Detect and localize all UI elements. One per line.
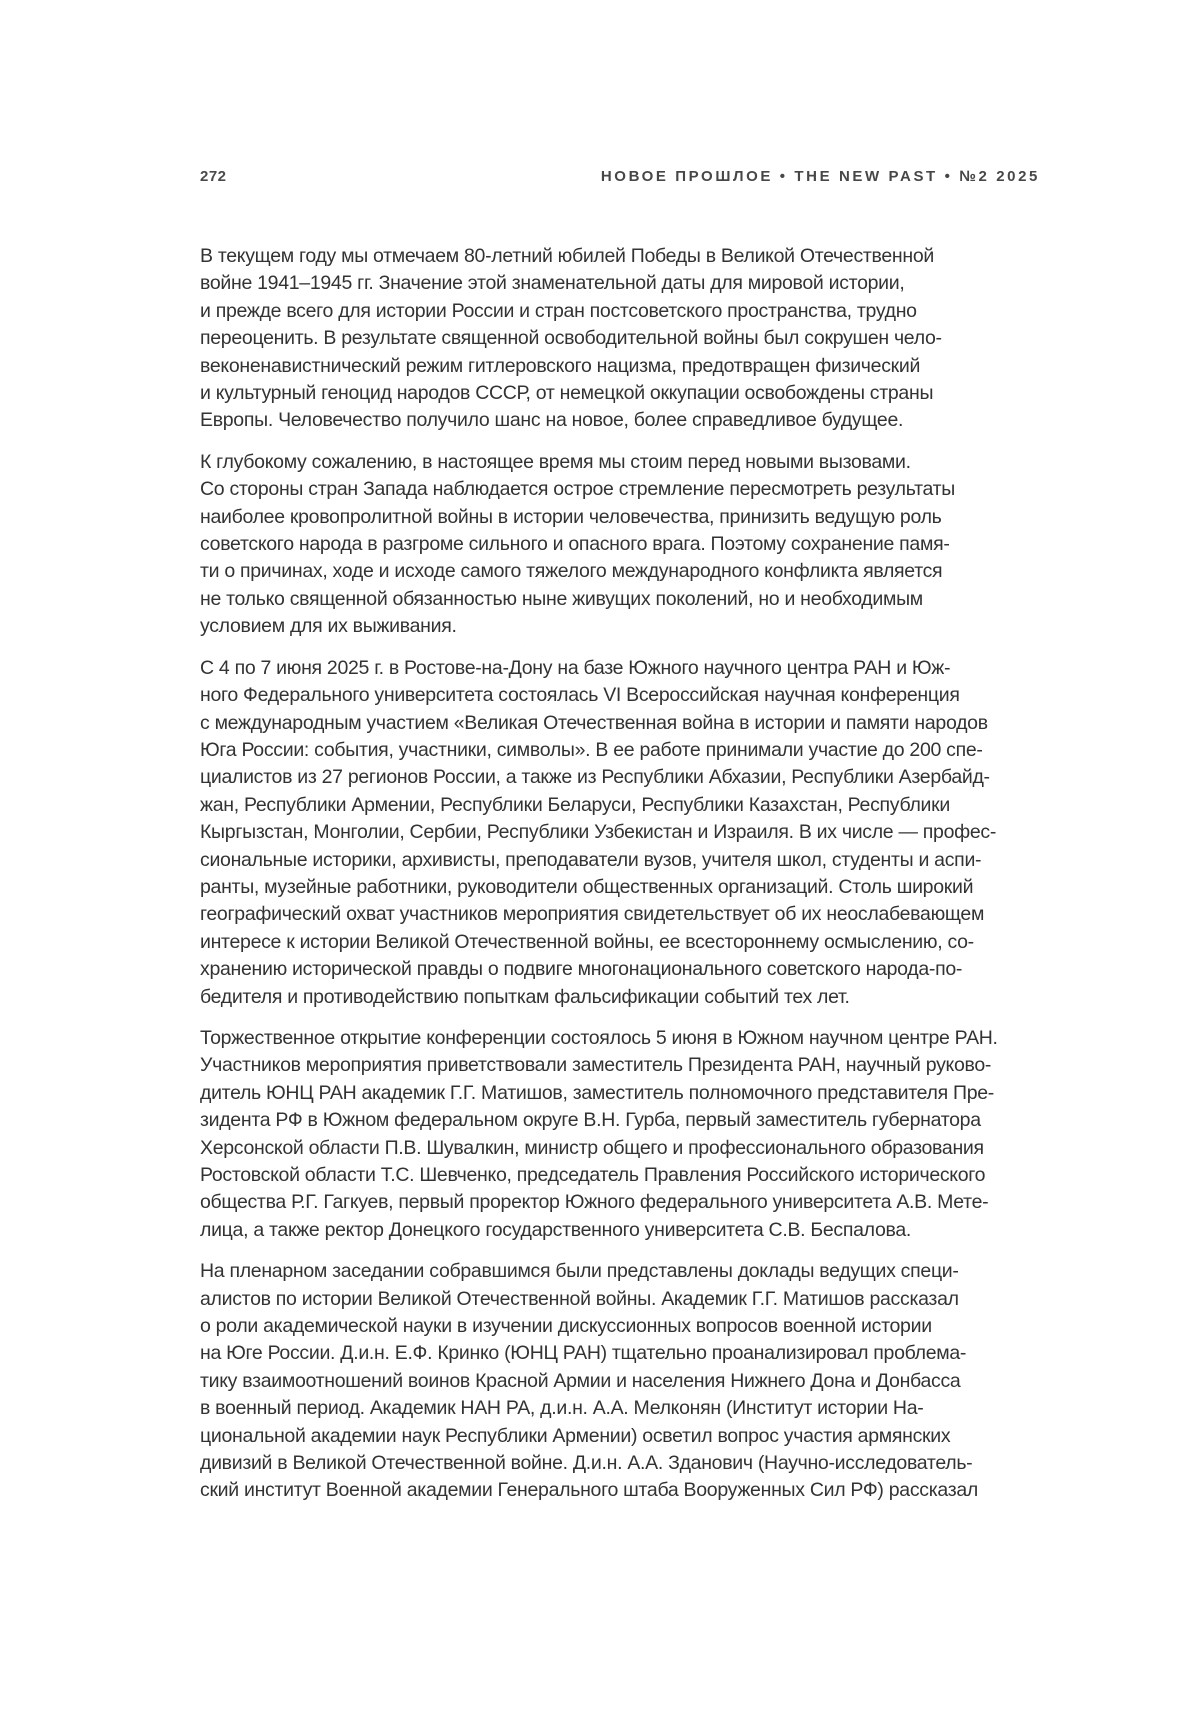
- paragraph-challenges: К глубокому сожалению, в настоящее время мы стоим перед новыми вызовами. Со стороны стран Запада наблюдается острое стремление пересмотреть результаты наиболее кровопролитной войны в истории человечества, принизить ведущую роль советского народа в разгроме сильного и опасного врага. Поэтому сохранение памя- ти о причинах, ходе и исходе самого тяжелого международного конфликта является не только священной обязанностью ныне живущих поколений, но и необходимым условием для их выживания.: [200, 450, 955, 638]
- running-header: [200, 168, 1040, 186]
- paragraph-plenary-session: На пленарном заседании собравшимся были представлены доклады ведущих специ- алистов по истории Великой Отечественной войны. Академик Г.Г. Матишов рассказал о роли академической науки в изучении дискуссионных вопросов военной истории на Юге России. Д.и.н. Е.Ф. Кринко (ЮНЦ РАН) тщательно проанализировал проблема- тику взаимоотношений воинов Красной Армии и населения Нижнего Дона и Донбасса в военный период. Академик НАН РА, д.и.н. А.А. Мелконян (Институт истории На- циональной академии наук Республики Армении) осветил вопрос участия армянских дивизий в Великой Отечественной войне. Д.и.н. А.А. Зданович (Научно-исследователь- ский институт Военной академии Генерального штаба Вооруженных Сил РФ) рассказал: [200, 1260, 978, 1502]
- paragraph-anniversary: В текущем году мы отмечаем 80-летний юбилей Победы в Великой Отечественной войне 1941–1945 гг. Значение этой знаменательной даты для мировой истории, и прежде всего для истории России и стран постсоветского пространства, трудно переоценить. В результате священной освободительной войны был сокрушен чело- веконенавистнический режим гитлеровского нацизма, предотвращен физический и культурный геноцид народов СССР, от немецкой оккупации освобождены страны Европы. Человечество получило шанс на новое, более справедливое будущее.: [200, 245, 942, 432]
- article-body: [200, 243, 1100, 1505]
- paragraph-conference-overview: С 4 по 7 июня 2025 г. в Ростове-на-Дону на базе Южного научного центра РАН и Юж- ного Федерального университета состоялась VI Всероссийская научная конференция с международным участием «Великая Отечественная война в истории и памяти народов Юга России: события, участники, символы». В ее работе принимали участие до 200 спе- циалистов из 27 регионов России, а также из Республики Абхазии, Республики Азербайд- жан, Республики Армении, Республики Беларуси, Республики Казахстан, Республики Кыргызстан, Монголии, Сербии, Республики Узбекистан и Израиля. В их числе — профес- сиональные историки, архивисты, преподаватели вузов, учителя школ, студенты и аспи- ранты, музейные работники, руководители общественных организаций. Столь широкий географический охват участников мероприятия свидетельствует об их неослабевающем интересе к истории Великой Отечественной войны, ее всестороннему осмыслению, со- хранению исторической правды о подвиге многонационального советского народа-по- бедителя и противодействию попыткам фальсификации событий тех лет.: [200, 656, 997, 1008]
- journal-title: НОВОЕ ПРОШЛОЕ • THE NEW PAST • №2 2025: [600, 168, 1040, 185]
- page-number: 272: [200, 168, 227, 185]
- paragraph-opening-ceremony: Торжественное открытие конференции состоялось 5 июня в Южном научном центре РАН. Участников мероприятия приветствовали заместитель Президента РАН, научный руково- дитель ЮНЦ РАН академик Г.Г. Матишов, заместитель полномочного представителя Пре- зидента РФ в Южном федеральном округе В.Н. Гурба, первый заместитель губернатора Херсонской области П.В. Шувалкин, министр общего и профессионального образования Ростовской области Т.С. Шевченко, председатель Правления Российского исторического общества Р.Г. Гагкуев, первый проректор Южного федерального университета А.В. Мете- лица, а также ректор Донецкого государственного университета С.В. Беспалова.: [200, 1026, 998, 1241]
